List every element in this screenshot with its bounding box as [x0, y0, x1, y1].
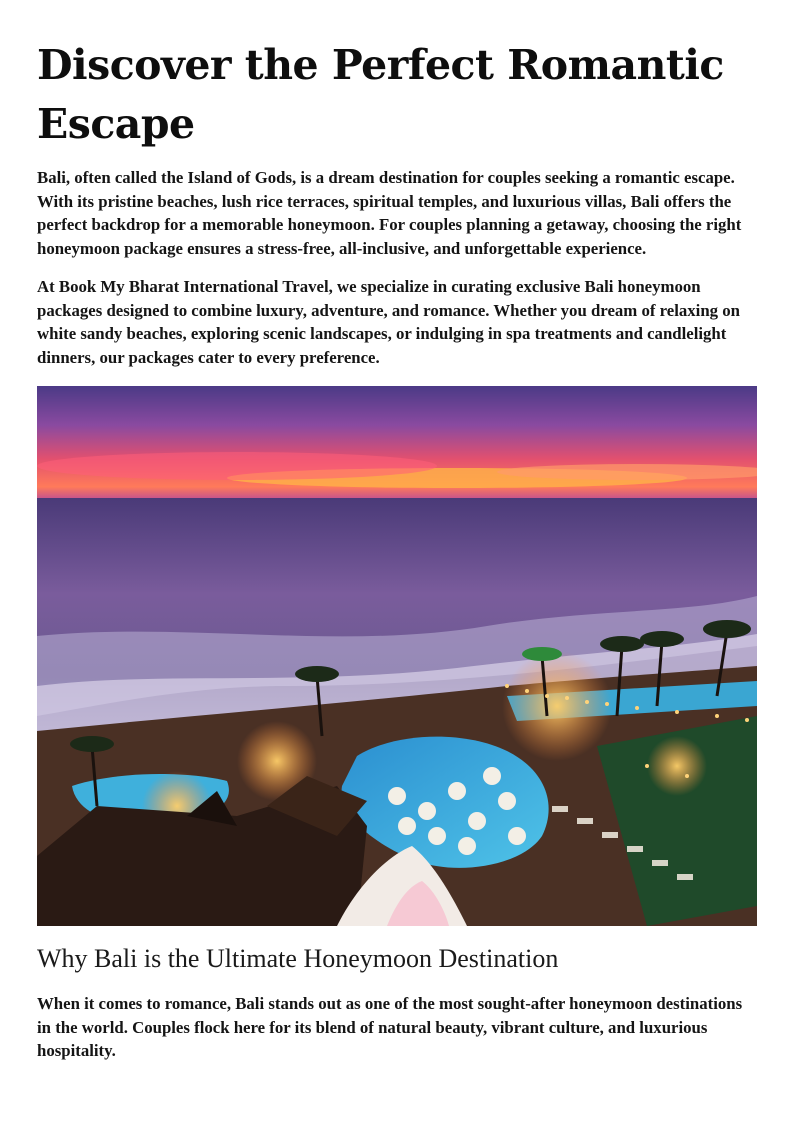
section-paragraph: When it comes to romance, Bali stands out as one of the most sought-after honeymoon destinations in the world. Couples flock here for its blend of natural beauty, vibrant culture, and luxurious hospitality.	[37, 994, 743, 1060]
section-heading: Why Bali is the Ultimate Honeymoon Destination	[37, 944, 559, 973]
article	[37, 0, 757, 1063]
hero-illustration	[37, 386, 757, 926]
article-title: Discover the Perfect Romantic Escape	[37, 41, 724, 148]
company-paragraph: At Book My Bharat International Travel, we specialize in curating exclusive Bali honeymoon packages designed to combine luxury, adventure, and romance. Whether you dream of relaxing on white sandy beaches, exploring scenic landscapes, or indulging in spa treatments and candlelight dinners, our packages cater to every preference.	[37, 277, 740, 367]
hero-image-bali-sunset-beach-club	[37, 386, 757, 926]
intro-paragraph: Bali, often called the Island of Gods, is a dream destination for couples seeking a romantic escape. With its pristine beaches, lush rice terraces, spiritual temples, and luxurious villas, Bali offers the perfect backdrop for a memorable honeymoon. For couples planning a getaway, choosing the right honeymoon package ensures a stress-free, all-inclusive, and unforgettable experience.	[37, 168, 742, 258]
